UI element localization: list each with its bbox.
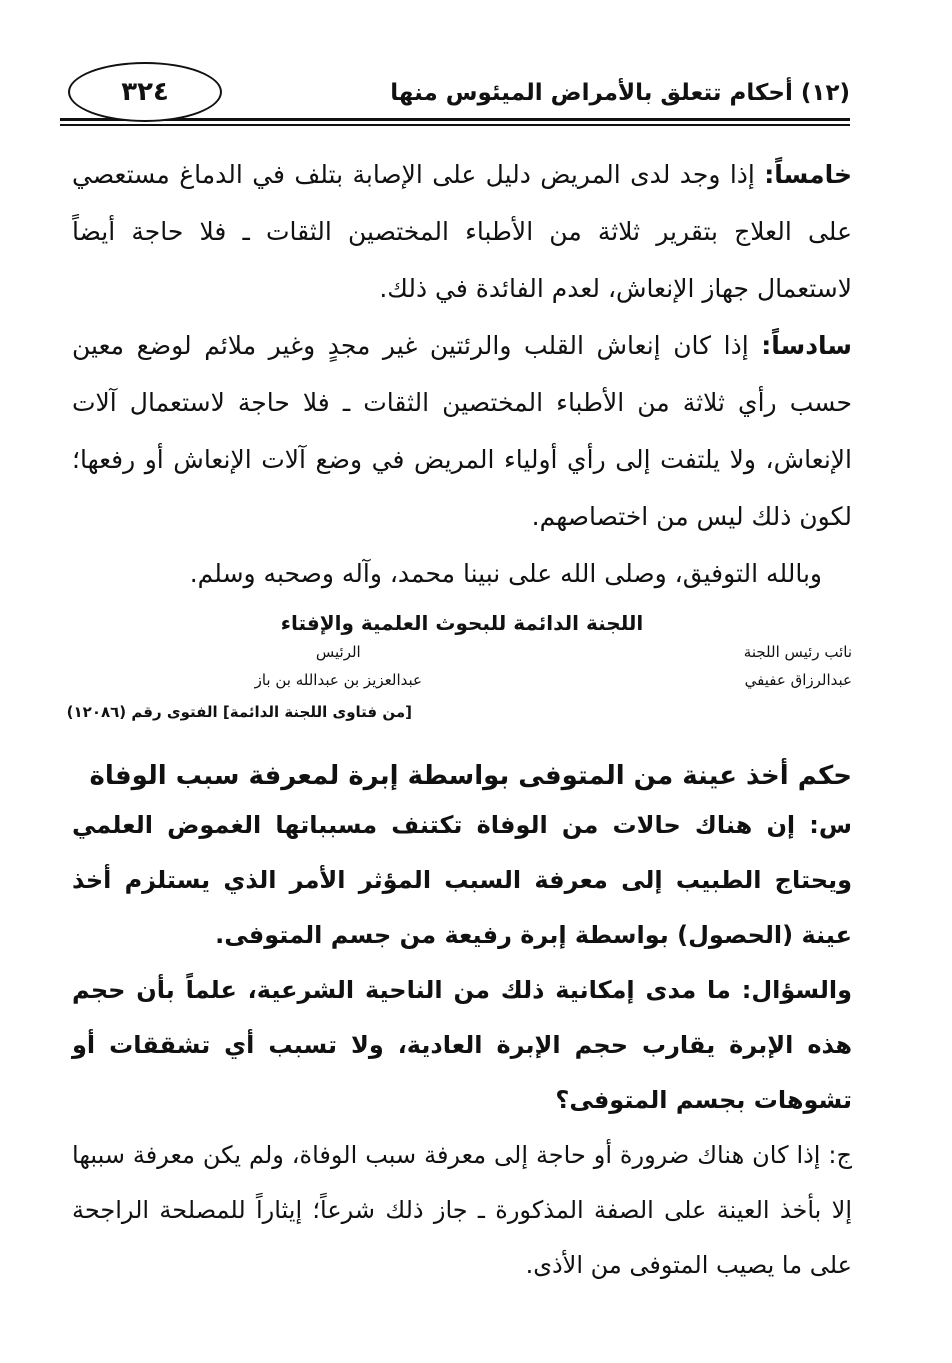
signer-president [255, 638, 422, 694]
paragraph-lead: خامساً: [764, 160, 852, 189]
section-heading: حكم أخذ عينة من المتوفى بواسطة إبرة لمعرفة سبب الوفاة [89, 761, 852, 791]
paragraph-lead: سادساً: [761, 331, 852, 360]
signer-role: نائب رئيس اللجنة [743, 643, 852, 661]
signer-name: عبدالعزيز بن عبدالله بن باز [254, 671, 422, 689]
fatwa-source: [من فتاوى اللجنة الدائمة] الفتوى رقم (١٢٠٨٦) [66, 703, 412, 721]
paragraph-sixth [72, 317, 852, 545]
question-followup: والسؤال: ما مدى إمكانية ذلك من الناحية الشرعية، علماً بأن حجم هذه الإبرة يقارب حجم الإبرة العادية، ولا تسبب أي تشققات أو تشوهات بجسم المتوفى؟ [72, 976, 852, 1114]
running-header [60, 52, 850, 130]
answer-paragraph: ج: إذا كان هناك ضرورة أو حاجة إلى معرفة سبب الوفاة، ولم يكن معرفة سببها إلا بأخذ العينة على الصفة المذكورة ـ جاز ذلك شرعاً؛ إيثاراً للمصلحة الراجحة على ما يصيب المتوفى من الأذى. [72, 1141, 852, 1279]
committee-name: اللجنة الدائمة للبحوث العلمية والإفتاء [280, 611, 644, 635]
header-rule-thin [60, 124, 850, 126]
page-number: ٣٢٤ [68, 62, 222, 122]
chapter-title: (١٢) أحكام تتعلق بالأمراض الميئوس منها [390, 80, 850, 106]
signer-vice-president [744, 638, 852, 694]
closing-prayer: وبالله التوفيق، وصلى الله على نبينا محمد، وآله وصحبه وسلم. [189, 559, 822, 588]
question-paragraph: س: إن هناك حالات من الوفاة تكتنف مسبباتها الغموض العلمي ويحتاج الطبيب إلى معرفة السبب المؤثر الأمر الذي يستلزم أخذ عينة (الحصول) بواسطة إبرة رفيعة من جسم المتوفى. [72, 811, 852, 949]
signer-name: عبدالرزاق عفيفي [744, 671, 852, 689]
paragraph-text: إذا وجد لدى المريض دليل على الإصابة بتلف في الدماغ مستعصي على العلاج بتقرير ثلاثة من الأطباء المختصين الثقات ـ فلا حاجة أيضاً لاستعمال جهاز الإنعاش، لعدم الفائدة في ذلك. [72, 160, 852, 303]
signer-role: الرئيس [315, 643, 361, 661]
page-body [66, 146, 852, 1293]
signatures [72, 638, 852, 700]
paragraph-text: إذا كان إنعاش القلب والرئتين غير مجدٍ وغير ملائم لوضع معين حسب رأي ثلاثة من الأطباء المختصين الثقات ـ فلا حاجة لاستعمال آلات الإنعاش، ولا يلتفت إلى رأي أولياء المريض في وضع آلات الإنعاش أو رفعها؛ لكون ذلك ليس من اختصاصهم. [72, 331, 852, 531]
paragraph-fifth [72, 146, 852, 317]
